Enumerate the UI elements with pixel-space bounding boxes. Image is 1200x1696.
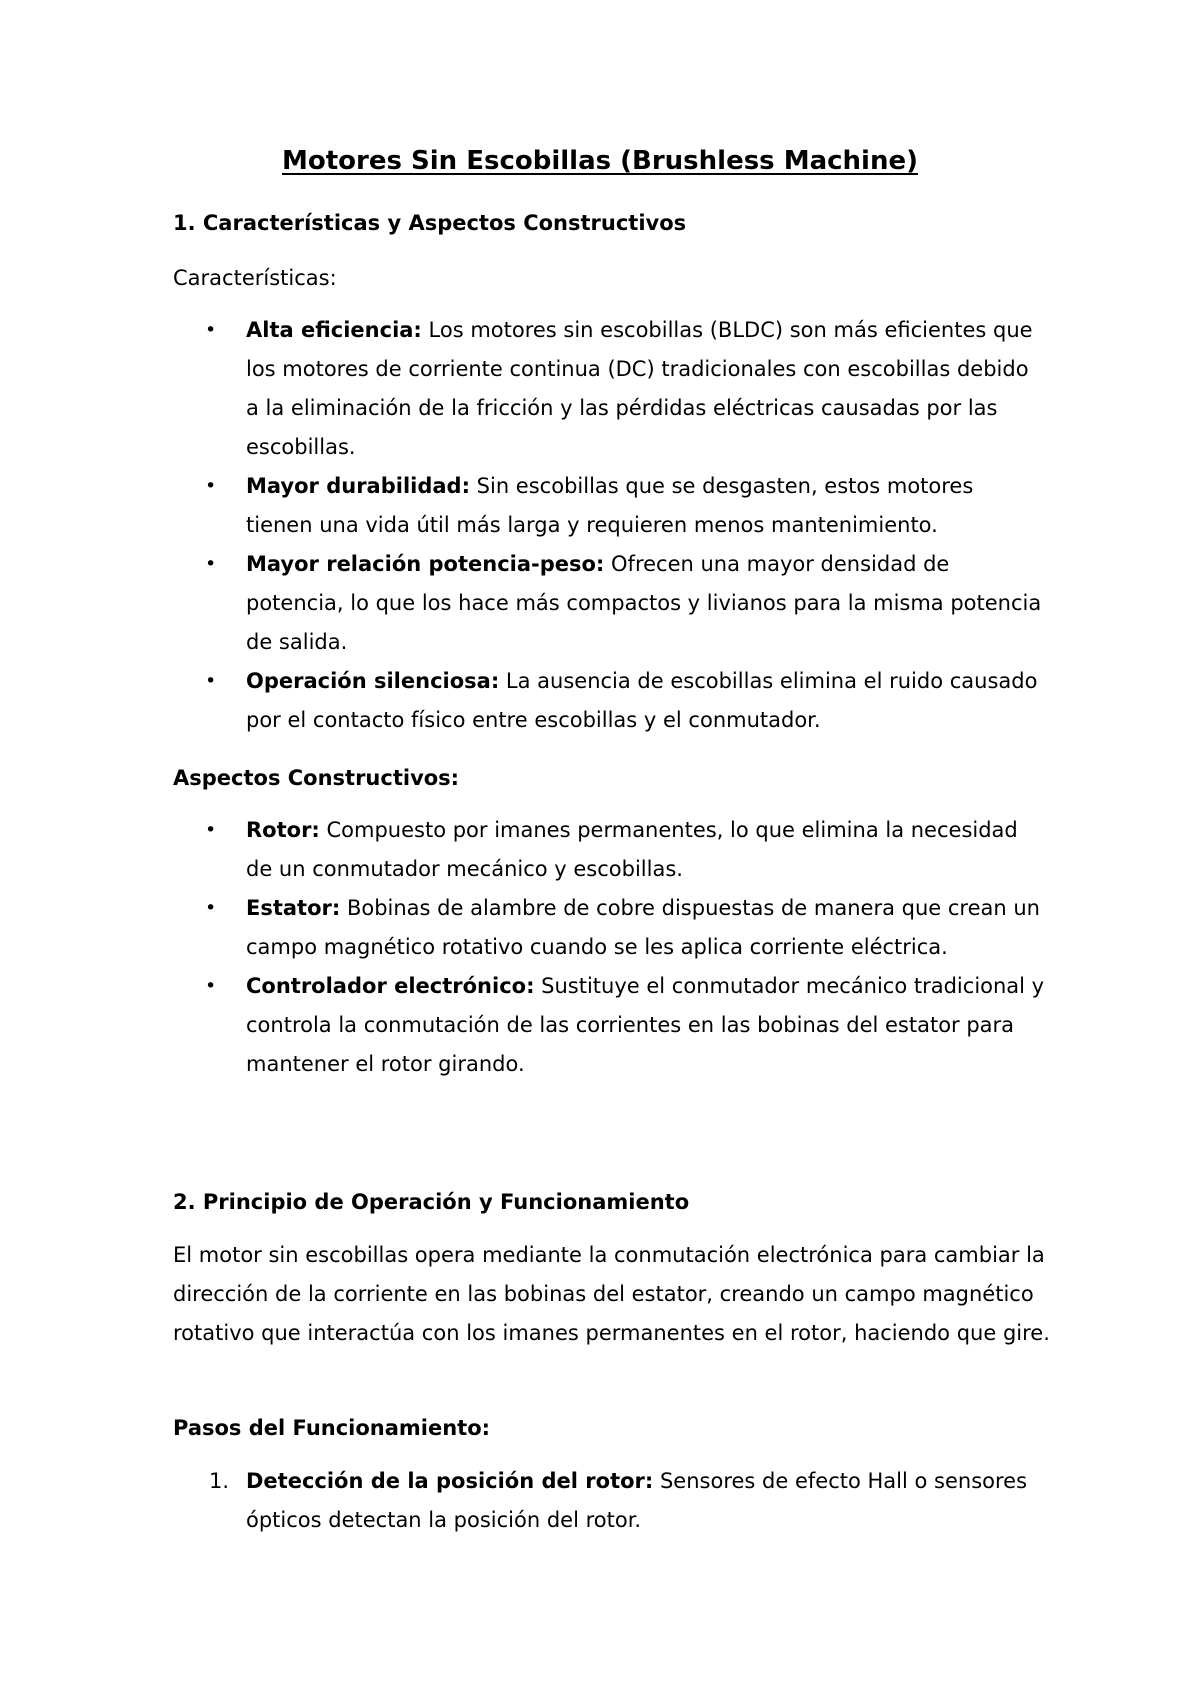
- item-text: Ofrecen una mayor densidad de potencia, lo que los hace más compactos y livianos para la misma potencia de salida.: [246, 552, 1042, 654]
- bullet-icon: •: [205, 553, 217, 575]
- list-item: [173, 889, 1046, 967]
- item-label: Alta eficiencia:: [246, 318, 422, 342]
- list-item: [173, 311, 1046, 467]
- list-item: [173, 545, 1046, 662]
- item-text: Sin escobillas que se desgasten, estos motores tienen una vida útil más larga y requieren menos mantenimiento.: [246, 474, 974, 537]
- item-label: Detección de la posición del rotor:: [246, 1469, 654, 1493]
- item-text: Los motores sin escobillas (BLDC) son más eficientes que los motores de corriente continua (DC) tradicionales con escobillas debido a la eliminación de la fricción y las pérdidas eléctricas causadas por las escobillas.: [246, 318, 1033, 459]
- section-2-paragraph: El motor sin escobillas opera mediante la conmutación electrónica para cambiar la dirección de la corriente en las bobinas del estator, creando un campo magnético rotativo que interactúa con los imanes permanentes en el rotor, haciendo que gire.: [173, 1243, 1050, 1345]
- steps-subheading: Pasos del Funcionamiento:: [173, 1416, 491, 1440]
- bullet-icon: •: [205, 819, 217, 841]
- item-text: Sensores de efecto Hall o sensores ópticos detectan la posición del rotor.: [246, 1469, 1028, 1532]
- features-list: [173, 311, 1053, 740]
- step-number: 1.: [209, 1469, 230, 1493]
- section-1-heading: 1. Características y Aspectos Constructivos: [173, 211, 687, 235]
- item-label: Mayor durabilidad:: [246, 474, 470, 498]
- steps-list: [173, 1462, 1053, 1540]
- document-title: Motores Sin Escobillas (Brushless Machine): [282, 146, 918, 176]
- list-item: [173, 467, 1046, 545]
- item-text: Compuesto por imanes permanentes, lo que elimina la necesidad de un conmutador mecánico y escobillas.: [246, 818, 1018, 881]
- item-label: Controlador electrónico:: [246, 974, 535, 998]
- construction-subheading: Aspectos Constructivos:: [173, 766, 460, 790]
- features-subheading: Características:: [173, 266, 337, 290]
- list-item: [173, 967, 1046, 1084]
- item-text: La ausencia de escobillas elimina el ruido causado por el contacto físico entre escobillas y el conmutador.: [246, 669, 1038, 732]
- list-item: [173, 662, 1046, 740]
- item-label: Rotor:: [246, 818, 320, 842]
- section-2-heading: 2. Principio de Operación y Funcionamiento: [173, 1190, 690, 1214]
- item-label: Mayor relación potencia-peso:: [246, 552, 605, 576]
- bullet-icon: •: [205, 975, 217, 997]
- item-label: Estator:: [246, 896, 341, 920]
- list-item: [173, 811, 1046, 889]
- construction-list: [173, 811, 1053, 1084]
- bullet-icon: •: [205, 319, 217, 341]
- bullet-icon: •: [205, 897, 217, 919]
- item-text: Sustituye el conmutador mecánico tradicional y controla la conmutación de las corrientes en las bobinas del estator para mantener el rotor girando.: [246, 974, 1045, 1076]
- item-text: Bobinas de alambre de cobre dispuestas de manera que crean un campo magnético rotativo cuando se les aplica corriente eléctrica.: [246, 896, 1040, 959]
- bullet-icon: •: [205, 475, 217, 497]
- bullet-icon: •: [205, 670, 217, 692]
- item-label: Operación silenciosa:: [246, 669, 500, 693]
- list-item: [173, 1462, 1046, 1540]
